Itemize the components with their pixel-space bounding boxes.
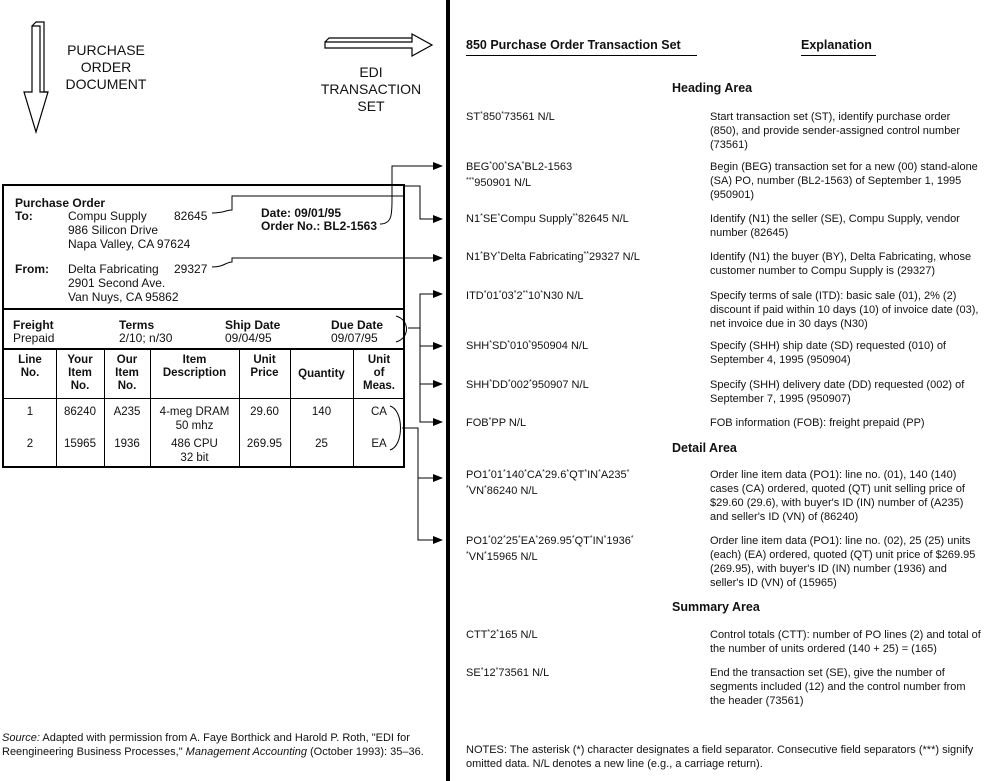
terms-label: Terms [119,318,155,332]
edi-transaction-set-label: EDI TRANSACTION SET [320,64,422,114]
segment-explanation: Begin (BEG) transaction set for a new (00) stand-alone (SA) PO, number (BL2-1563) of September 1, 1995 (950901) [710,161,978,201]
po-to-label: To: [15,209,33,223]
cell-our-item-no: A235 [113,406,141,418]
freight-value: Prepaid [13,331,55,345]
ship-date-value: 09/04/95 [225,331,272,345]
cell-your-item-no: 15965 [64,438,96,450]
segment-explanation: End the transaction set (SE), give the number of segments included (12) and the control number from the header (73561) [710,667,966,707]
segment-code: CTT*2*165 N/L [466,629,538,641]
po-from-label: From: [15,262,49,276]
cell-line-no: 2 [26,438,34,450]
po-from-address [68,262,179,304]
segment-code: SHH*SD*010*950904 N/L [466,340,589,352]
cell-unit-price: 29.60 [250,406,279,418]
segment-code: BEG*00*SA*BL2-1563 ***950901 N/L [466,161,573,189]
cell-quantity: 140 [311,406,332,418]
po-to-address [68,209,190,251]
terms-value: 2/10; n/30 [119,331,173,345]
table-row [4,405,405,433]
due-date-value: 09/07/95 [331,331,378,345]
transaction-set-column-title: 850 Purchase Order Transaction Set [466,38,681,52]
po-customer-number: 29327 [174,262,208,276]
segment-explanation: Control totals (CTT): number of PO lines (2) and total of the number of units ordered (140 + 25) = (165) [710,629,981,655]
segment-explanation: Specify (SHH) ship date (SD) requested (010) of September 4, 1995 (950904) [710,340,946,366]
heading-area-title: Heading Area [672,81,753,95]
segment-code: SE*12*73561 N/L [466,667,550,679]
panel-divider [446,0,450,781]
segment-explanation: Specify terms of sale (ITD): basic sale (01), 2% (2) discount if paid within 10 days (10) of invoice date (03), net invoice due in 30 days (N30) [710,290,979,330]
cell-description: 4-meg DRAM 50 mhz [159,406,230,432]
po-to-line: Compu Supply [68,209,147,223]
notes: NOTES: The asterisk (*) character designates a field separator. Consecutive field separators (***) signify omitted data. N/L denotes a new line (e.g., a carriage return). [466,744,974,770]
purchase-order-document-label: PURCHASE ORDER DOCUMENT [65,42,147,92]
po-title: Purchase Order [15,196,106,210]
cell-our-item-no: 1936 [114,438,140,450]
segment-code: SHH*DD*002*950907 N/L [466,379,589,391]
explanation-column-title: Explanation [801,38,872,52]
col-header-your-item-no: Your Item No. [67,354,93,392]
segment-code: N1*BY*Delta Fabricating**29327 N/L [466,251,640,263]
segment-code: N1*SE*Compu Supply**82645 N/L [466,213,629,225]
col-header-our-item-no: Our Item No. [115,354,139,392]
segment-explanation: FOB information (FOB): freight prepaid (PP) [710,417,925,429]
table-row [4,437,405,465]
ship-date-label: Ship Date [225,318,281,332]
segment-explanation: Order line item data (PO1): line no. (02), 25 (25) units (each) (EA) ordered, quoted (QT) unit price of $269.95 (269.95), with buyer's ID (IN) number (1936) and seller's ID (VN) of (15965) [710,535,976,589]
po-to-line: Napa Valley, CA 97624 [68,237,191,251]
cell-unit-measure: EA [371,438,387,450]
segment-explanation: Identify (N1) the buyer (BY), Delta Fabricating, whose customer number to Compu Supply is (29327) [710,251,972,277]
col-header-item-description: Item Description [162,354,227,379]
segment-explanation: Start transaction set (ST), identify purchase order (850), and provide sender-assigned control number (73561) [710,111,961,151]
segment-explanation: Identify (N1) the seller (SE), Compu Supply, vendor number (82645) [710,213,960,239]
segment-code: PO1*01*140*CA*29.6*QT*IN*A235* *VN*86240 N/L [466,469,630,497]
segment-explanation: Specify (SHH) delivery date (DD) requested (002) of September 7, 1995 (950907) [710,379,965,405]
col-header-quantity: Quantity [298,368,345,380]
down-arrow-icon [24,26,48,132]
summary-area-title: Summary Area [672,600,760,614]
purchase-order-form [2,184,405,468]
col-header-unit-price: Unit Price [250,354,279,379]
po-from-line: Delta Fabricating [68,262,159,276]
po-order-no: Order No.: BL2-1563 [261,219,378,233]
po-from-line: 2901 Second Ave. [68,276,166,290]
segment-code: FOB*PP N/L [466,417,527,429]
segment-code: PO1*02*25*EA*269.95*QT*IN*1936* *VN*15965 N/L [466,535,634,563]
col-header-unit-of-measure: Unit of Meas. [363,354,395,392]
po-from-line: Van Nuys, CA 95862 [68,290,179,304]
detail-area-title: Detail Area [672,441,737,455]
right-arrow-icon [325,34,432,56]
po-vendor-number: 82645 [174,209,208,223]
freight-label: Freight [13,318,54,332]
cell-unit-measure: CA [371,406,387,418]
due-date-label: Due Date [331,318,384,332]
cell-line-no: 1 [26,406,34,418]
segment-code: ITD*01*03*2**10*N30 N/L [466,290,584,302]
po-to-line: 986 Silicon Drive [68,223,159,237]
cell-quantity: 25 [315,438,328,450]
col-header-line-no: Line No. [18,354,42,379]
cell-description: 486 CPU 32 bit [171,438,218,464]
cell-your-item-no: 86240 [64,406,96,418]
segment-code: ST*850*73561 N/L [466,111,555,123]
cell-unit-price: 269.95 [246,438,283,450]
po-date: Date: 09/01/95 [261,206,342,220]
source-citation: Source: Adapted with permission from A. Faye Borthick and Harold P. Roth, "EDI for Reengineering Business Processes," Management Accounting (October 1993): 35–36. [2,732,424,758]
segment-explanation: Order line item data (PO1): line no. (01), 140 (140) cases (CA) ordered, quoted (QT) unit selling price of $29.60 (29.6), with buyer's ID (IN) number of (A235) and seller's ID (VN) of (86240) [710,469,965,523]
